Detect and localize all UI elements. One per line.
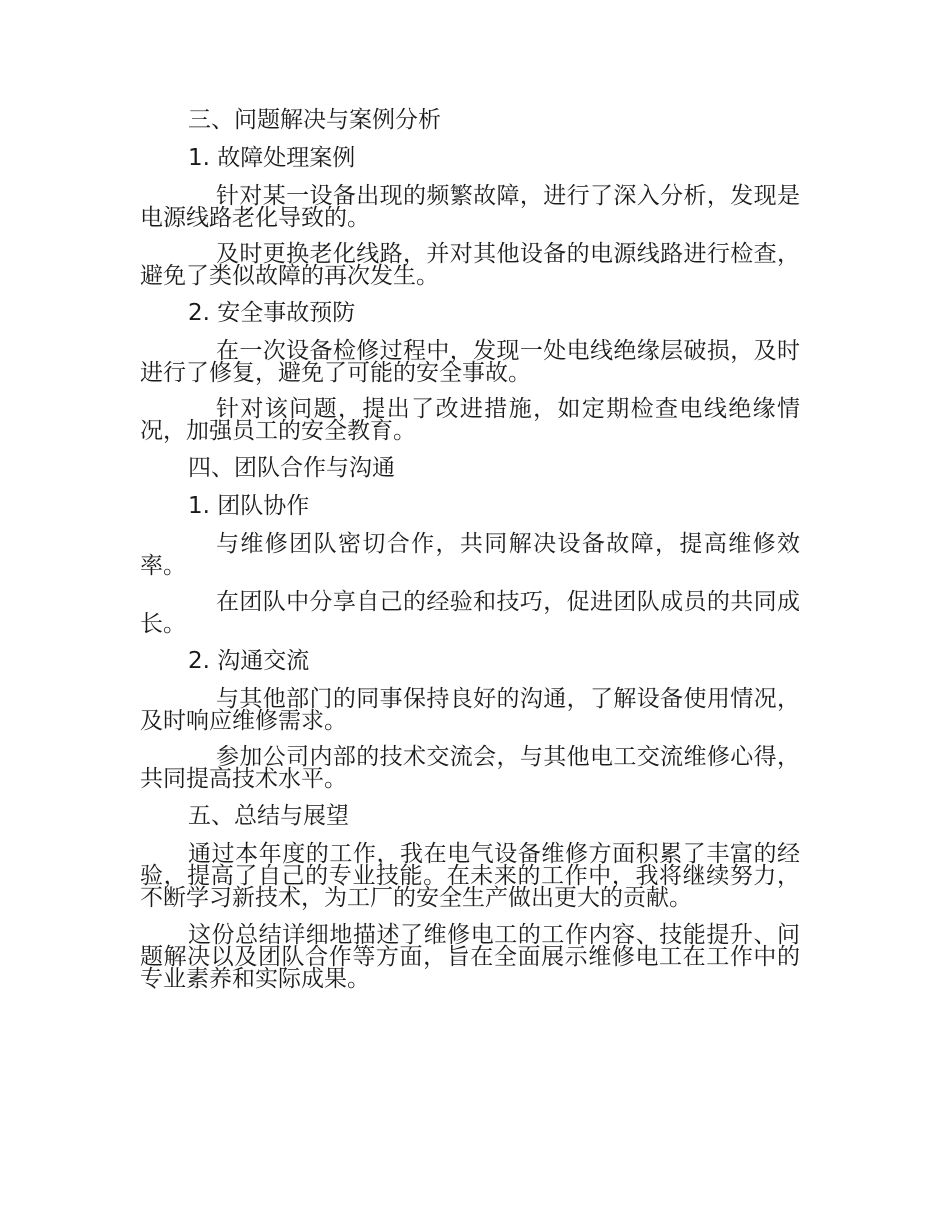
s5-paragraph-2: 这份总结详细地描述了维修电工的工作内容、技能提升、问题解决以及团队合作等方面，旨在全面展示维修电工在工作中的专业素养和实际成果。	[140, 922, 800, 992]
s3-item-2-paragraph-1: 在一次设备检修过程中，发现一处电线绝缘层破损，及时进行了修复，避免了可能的安全事故。	[140, 338, 800, 386]
s3-item-2-title: 2. 安全事故预防	[188, 300, 356, 326]
section-5-title: 五、总结与展望	[188, 803, 349, 829]
s4-item-2-title: 2. 沟通交流	[188, 648, 310, 674]
s4-item-1-title: 1. 团队协作	[188, 493, 310, 519]
s3-item-1-paragraph-1: 针对某一设备出现的频繁故障，进行了深入分析，发现是电源线路老化导致的。	[140, 183, 800, 231]
s4-item-2-paragraph-1: 与其他部门的同事保持良好的沟通，了解设备使用情况，及时响应维修需求。	[140, 686, 800, 734]
s4-item-1-paragraph-1: 与维修团队密切合作，共同解决设备故障，提高维修效率。	[140, 531, 800, 579]
section-4-title: 四、团队合作与沟通	[188, 455, 395, 481]
s4-item-1-paragraph-2: 在团队中分享自己的经验和技巧，促进团队成员的共同成长。	[140, 589, 800, 637]
s3-item-1-paragraph-2: 及时更换老化线路，并对其他设备的电源线路进行检查，避免了类似故障的再次发生。	[140, 241, 800, 289]
s3-item-2-paragraph-2: 针对该问题，提出了改进措施，如定期检查电线绝缘情况，加强员工的安全教育。	[140, 396, 800, 444]
s4-item-2-paragraph-2: 参加公司内部的技术交流会，与其他电工交流维修心得，共同提高技术水平。	[140, 744, 800, 792]
s3-item-1-title: 1. 故障处理案例	[188, 145, 356, 171]
section-3-title: 三、问题解决与案例分析	[188, 107, 441, 133]
s5-paragraph-1: 通过本年度的工作，我在电气设备维修方面积累了丰富的经验，提高了自己的专业技能。在未来的工作中，我将继续努力，不断学习新技术，为工厂的安全生产做出更大的贡献。	[140, 841, 800, 911]
